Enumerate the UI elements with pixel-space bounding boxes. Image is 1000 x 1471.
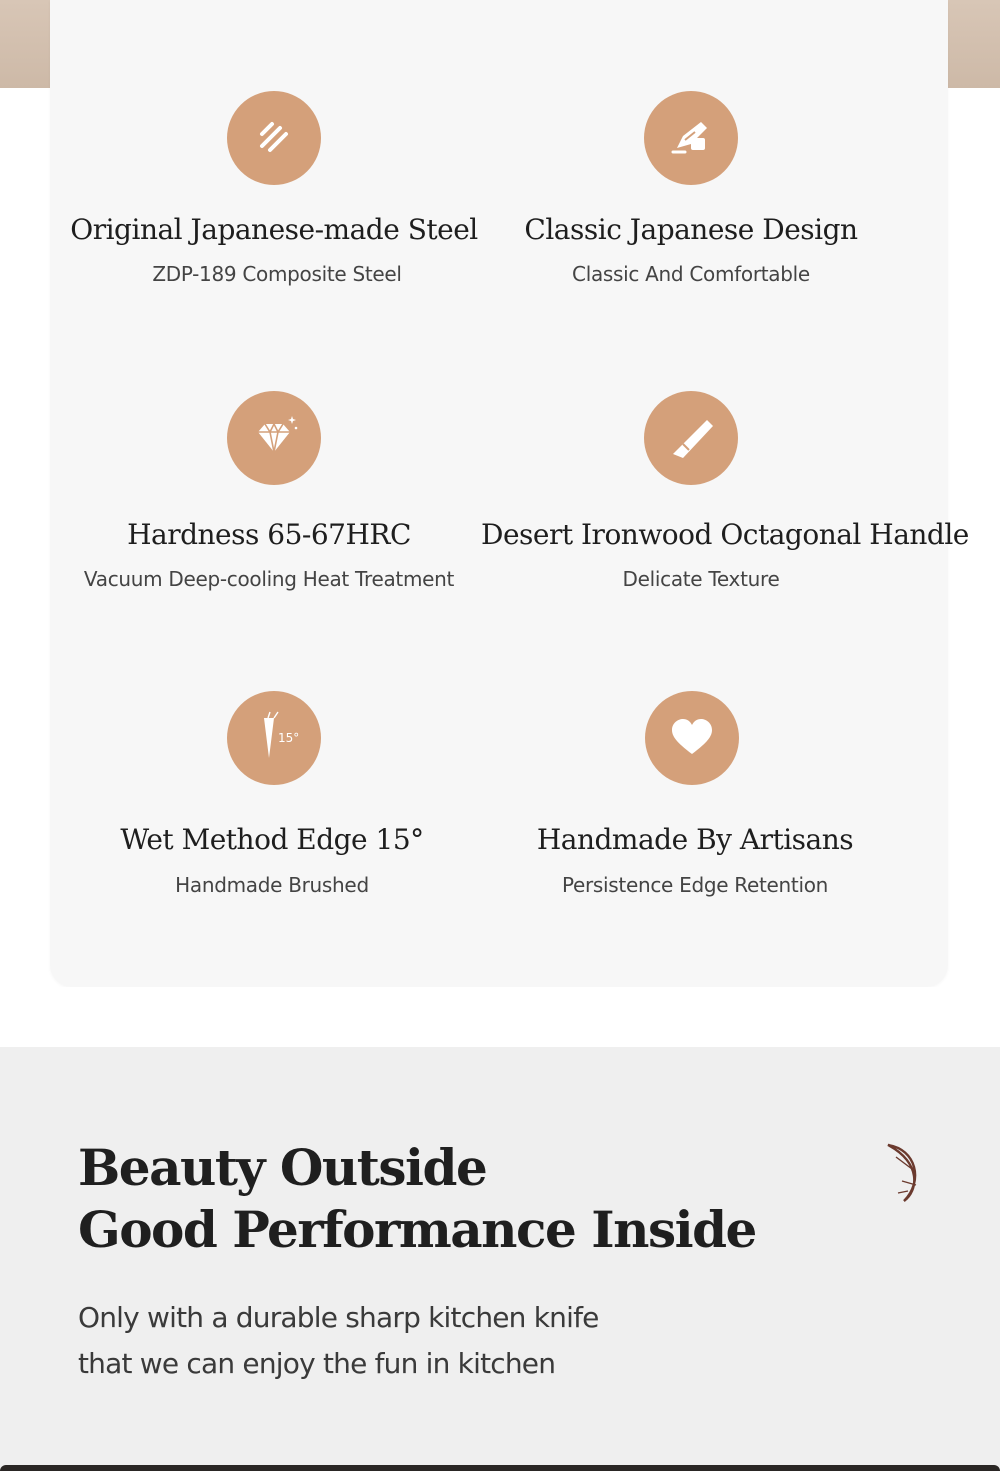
knife-handle-icon — [644, 391, 738, 485]
feature-subtitle: Persistence Edge Retention — [561, 873, 829, 897]
promo-section — [0, 1047, 1000, 1471]
promo-body-line1: Only with a durable sharp kitchen knife — [78, 1301, 599, 1334]
feature-title: Original Japanese-made Steel — [70, 213, 478, 246]
features-card-top — [50, 0, 948, 24]
promo-headline — [78, 1137, 838, 1261]
next-section-edge — [0, 1465, 1000, 1471]
steel-stripes-icon — [227, 91, 321, 185]
promo-headline-line2: Good Performance Inside — [78, 1200, 756, 1259]
promo-body-line2: that we can enjoy the fun in kitchen — [78, 1347, 556, 1380]
feature-title: Wet Method Edge 15° — [120, 823, 424, 856]
feature-subtitle: Classic And Comfortable — [572, 262, 810, 286]
feature-subtitle: Handmade Brushed — [175, 873, 369, 897]
feature-subtitle: Delicate Texture — [622, 567, 780, 591]
heart-icon — [645, 691, 739, 785]
feature-subtitle: Vacuum Deep-cooling Heat Treatment — [83, 567, 455, 591]
feature-title: Hardness 65-67HRC — [127, 518, 411, 551]
promo-headline-line1: Beauty Outside — [78, 1138, 487, 1197]
blade-angle-icon — [227, 691, 321, 785]
design-pen-icon — [644, 91, 738, 185]
section-gap — [0, 987, 1000, 1047]
feature-title: Classic Japanese Design — [524, 213, 858, 246]
crescent-moon-icon — [882, 1141, 928, 1207]
diamond-icon — [227, 391, 321, 485]
edge-angle-label: 15° — [278, 731, 300, 745]
promo-body — [78, 1295, 778, 1387]
feature-title: Desert Ironwood Octagonal Handle — [481, 518, 969, 551]
feature-title: Handmade By Artisans — [536, 823, 854, 856]
feature-subtitle: ZDP-189 Composite Steel — [152, 262, 402, 286]
